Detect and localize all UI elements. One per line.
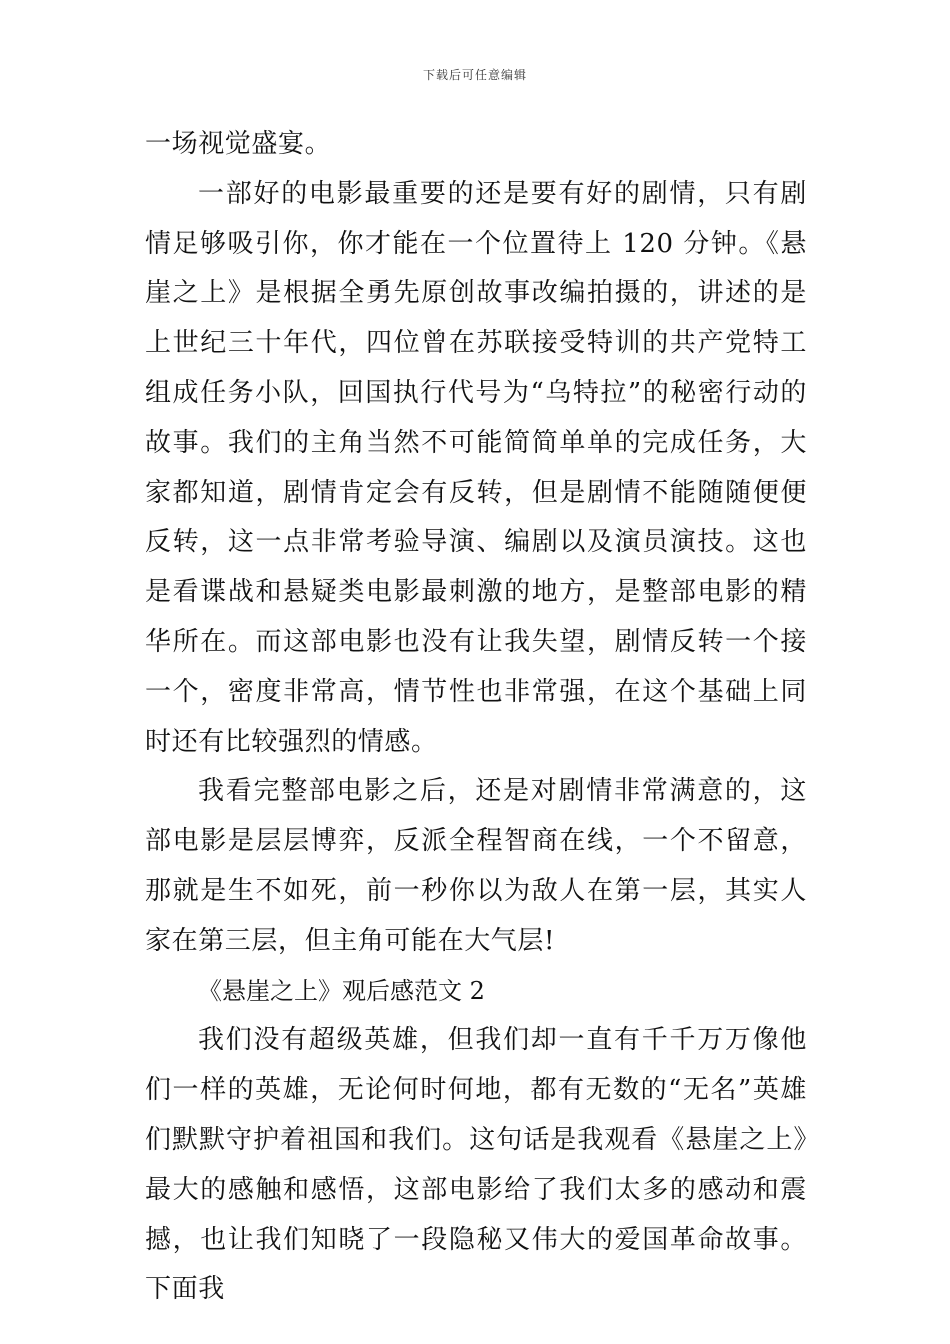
page-header: 下载后可任意编辑 — [422, 68, 527, 82]
document-body — [145, 120, 807, 1315]
paragraph-plot: 一部好的电影最重要的还是要有好的剧情，只有剧情足够吸引你，你才能在一个位置待上 120 分钟。《悬崖之上》是根据全勇先原创故事改编拍摄的，讲述的是上世纪三十年代，四位曾在苏联接受特训的共产党特工组成任务小队，回国执行代号为“乌特拉”的秘密行动的故事。我们的主角当然不可能简简单单的完成任务，大家都知道，剧情肯定会有反转，但是剧情不能随随便便反转，这一点非常考验导演、编剧以及演员演技。这也是看谍战和悬疑类电影最刺激的地方，是整部电影的精华所在。而这部电影也没有让我失望，剧情反转一个接一个，密度非常高，情节性也非常强，在这个基础上同时还有比较强烈的情感。 — [145, 178, 807, 757]
paragraph-satisfaction: 我看完整部电影之后，还是对剧情非常满意的，这部电影是层层博弈，反派全程智商在线，一个不留意，那就是生不如死，前一秒你以为敌人在第一层，其实人家在第三层，但主角可能在大气层! — [145, 776, 807, 956]
paragraph-continuation: 一场视觉盛宴。 — [145, 129, 332, 159]
paragraph-heroes: 我们没有超级英雄，但我们却一直有千千万万像他们一样的英雄，无论何时何地，都有无数的“无名”英雄们默默守护着祖国和我们。这句话是我观看《悬崖之上》最大的感触和感悟，这部电影给了我们太多的感动和震撼，也让我们知晓了一段隐秘又伟大的爱国革命故事。下面我 — [145, 1025, 807, 1305]
section-heading: 《悬崖之上》观后感范文 2 — [198, 976, 485, 1005]
